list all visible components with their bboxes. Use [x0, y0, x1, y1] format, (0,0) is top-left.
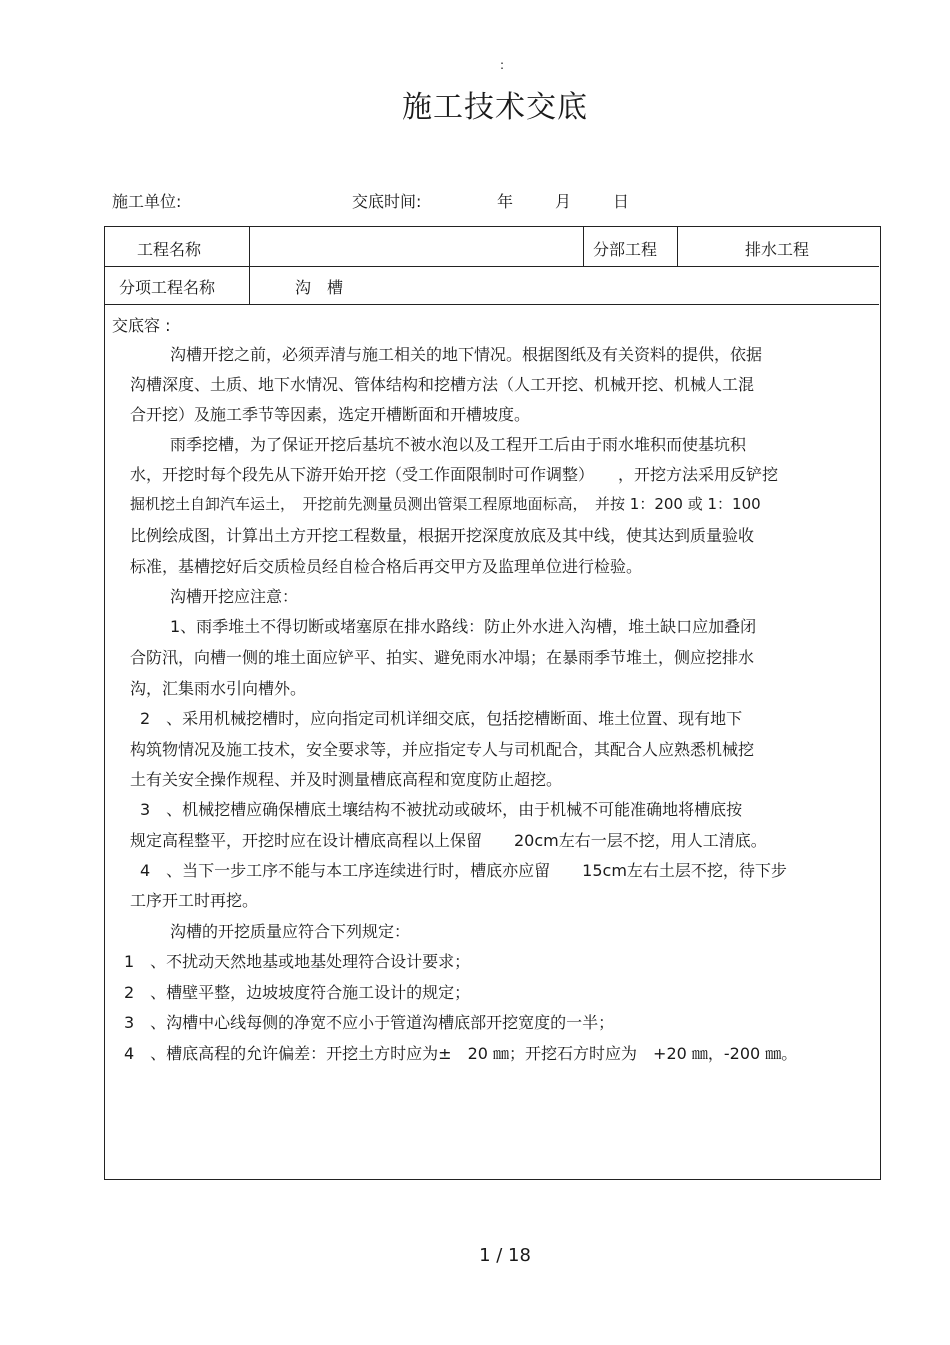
content-line: 合防汛，向槽一侧的堆土面应铲平、拍实、避免雨水冲塌；在暴雨季节堆土，侧应挖排水: [130, 648, 755, 667]
page-number: 1 / 18: [479, 1245, 531, 1266]
content-line: 沟槽开挖之前，必须弄清与施工相关的地下情况。根据图纸及有关资料的提供，依据: [170, 345, 763, 364]
table-divider: [105, 304, 879, 305]
table-divider: [583, 227, 584, 266]
content-line: 3 、机械挖槽应确保槽底土壤结构不被扰动或破坏，由于机械不可能准确地将槽底按: [140, 800, 743, 819]
content-line: 沟槽开挖应注意：: [170, 587, 299, 606]
content-line: 沟槽深度、土质、地下水情况、管体结构和挖槽方法（人工开挖、机械开挖、机械人工混: [130, 375, 755, 394]
construction-unit-label: 施工单位:: [112, 192, 182, 211]
content-line: 沟槽的开挖质量应符合下列规定：: [170, 922, 411, 941]
table-divider: [249, 227, 250, 304]
item-name-label: 分项工程名称: [119, 278, 216, 297]
handover-time-label: 交底时间:: [352, 192, 422, 211]
year-label: 年: [497, 192, 514, 211]
content-line: 2 、槽壁平整，边坡坡度符合施工设计的规定；: [124, 983, 471, 1002]
content-line: 雨季挖槽，为了保证开挖后基坑不被水泡以及工程开工后由于雨水堆积而使基坑积: [170, 435, 747, 454]
item-name-value: 沟 槽: [295, 278, 344, 297]
document-title: 施工技术交底: [402, 90, 588, 125]
sub-project-label: 分部工程: [593, 240, 658, 259]
content-line: 4 、当下一步工序不能与本工序连续进行时，槽底亦应留 15cm左右土层不挖，待下步: [140, 861, 787, 880]
table-divider: [105, 266, 879, 267]
day-label: 日: [613, 192, 630, 211]
month-label: 月: [555, 192, 572, 211]
content-line: 合开挖）及施工季节等因素，选定开槽断面和开槽坡度。: [130, 405, 531, 424]
content-line: 水，开挖时每个段先从下游开始开挖（受工作面限制时可作调整） ，开挖方法采用反铲挖: [130, 465, 779, 484]
content-line: 工序开工时再挖。: [130, 891, 259, 910]
content-line: 1 、不扰动天然地基或地基处理符合设计要求；: [124, 952, 471, 971]
content-label: 交底容 :: [112, 316, 171, 335]
content-line: 3 、沟槽中心线每侧的净宽不应小于管道沟槽底部开挖宽度的一半；: [124, 1013, 615, 1032]
content-line: 规定高程整平，开挖时应在设计槽底高程以上保留 20cm左右一层不挖，用人工清底。: [130, 831, 767, 850]
handover-table: [104, 226, 881, 1180]
content-line: 1、雨季堆土不得切断或堵塞原在排水路线：防止外水进入沟槽，堆土缺口应加叠闭: [170, 617, 757, 636]
content-line: 沟，汇集雨水引向槽外。: [130, 679, 307, 698]
sub-project-value: 排水工程: [745, 240, 810, 259]
content-line: 4 、槽底高程的允许偏差：开挖土方时应为± 20 ㎜；开挖石方时应为 +20 ㎜，-200 ㎜。: [124, 1044, 798, 1063]
project-name-label: 工程名称: [137, 240, 202, 259]
content-line: 土有关安全操作规程、并及时测量槽底高程和宽度防止超挖。: [130, 770, 563, 789]
header-mark: :: [500, 58, 505, 72]
content-line: 掘机挖土自卸汽车运土， 开挖前先测量员测出管渠工程原地面标高， 并按 1：200 或 1：100: [130, 495, 761, 513]
content-line: 标准，基槽挖好后交质检员经自检合格后再交甲方及监理单位进行检验。: [130, 557, 643, 576]
content-line: 比例绘成图，计算出土方开挖工程数量，根据开挖深度放底及其中线，使其达到质量验收: [130, 526, 755, 545]
content-line: 构筑物情况及施工技术，安全要求等，并应指定专人与司机配合，其配合人应熟悉机械挖: [130, 740, 755, 759]
content-line: 2 、采用机械挖槽时，应向指定司机详细交底，包括挖槽断面、堆土位置、现有地下: [140, 709, 743, 728]
table-divider: [677, 227, 678, 266]
